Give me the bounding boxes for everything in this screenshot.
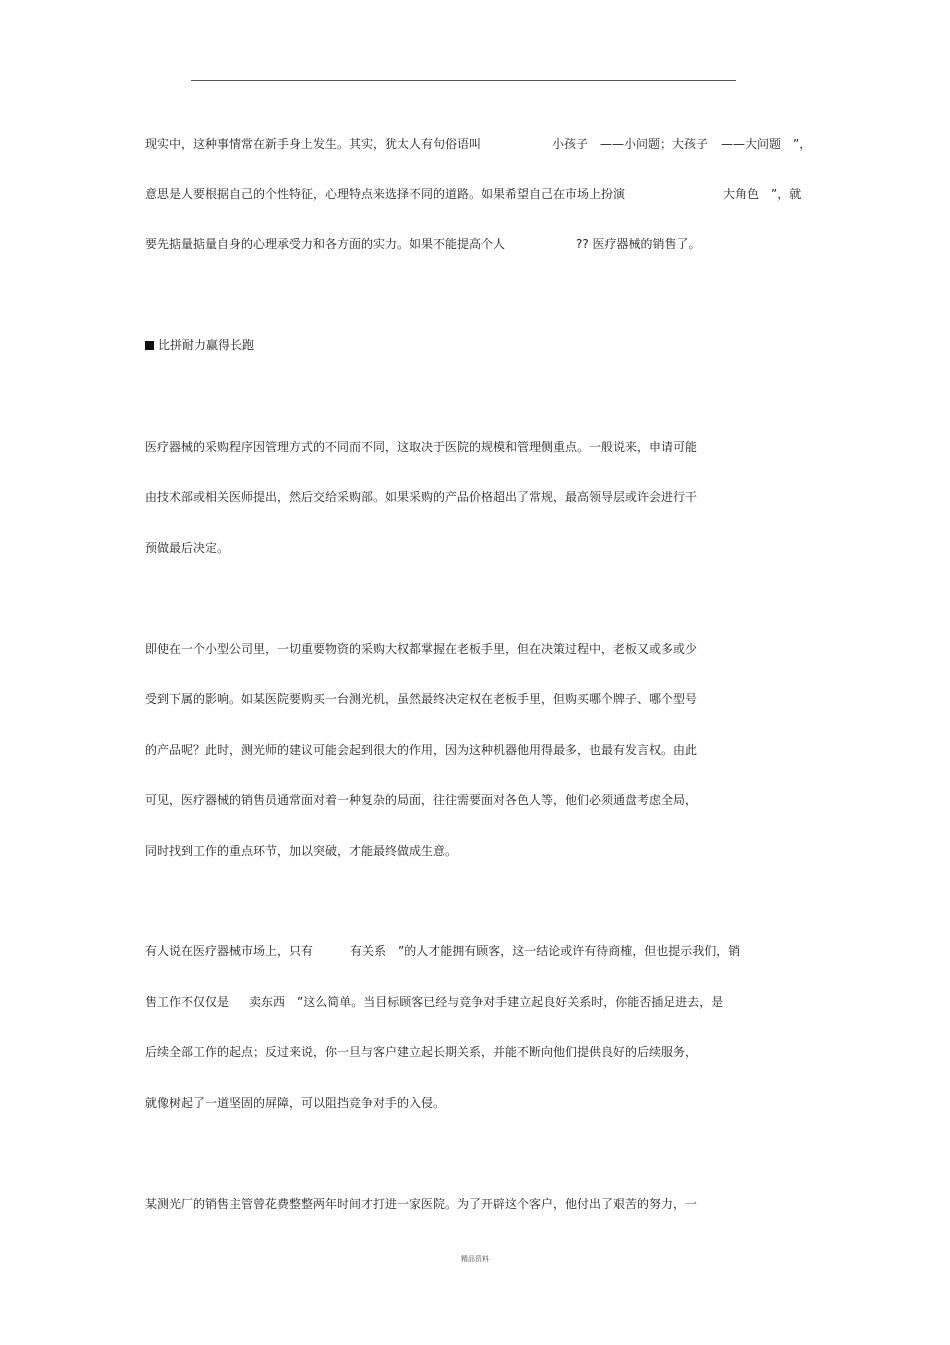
black-square-icon (145, 341, 154, 350)
p4-line2-a: 售工作不仅仅是 (145, 995, 230, 1009)
header-rule (191, 80, 736, 81)
p1-line3-a: 要先掂量掂量自身的心理承受力和各方面的实力。如果不能提高个人 (145, 237, 506, 251)
page-footer: 精品资料 (461, 1255, 489, 1263)
p1-line1-c: ——大问题 ”， (721, 137, 812, 151)
p2-line: 医疗器械的采购程序因管理方式的不同而不同，这取决于医院的规模和管理侧重点。一般说来，申请可能 (145, 440, 698, 454)
p5-line: 某测光厂的销售主管曾花费整整两年时间才打进一家医院。为了开辟这个客户，他付出了艰苦的努力，一 (145, 1197, 698, 1211)
section-heading-text: 比拼耐力赢得长跑 (158, 338, 255, 352)
p1-line1-b: 小孩子 ——小问题；大孩子 (552, 137, 709, 151)
p3-line: 的产品呢？此时，测光师的建议可能会起到很大的作用，因为这种机器他用得最多，也最有发言权。由此 (145, 743, 698, 757)
p3-line: 受到下属的影响。如某医院要购买一台测光机，虽然最终决定权在老板手里，但购买哪个牌子、哪个型号 (145, 692, 698, 706)
p4-line2-b: 卖东西 ”这么简单。当目标顾客已经与竞争对手建立起良好关系时，你能否插足进去，是 (249, 995, 724, 1009)
p4-line4: 就像树起了一道坚固的屏障，可以阻挡竞争对手的入侵。 (145, 1096, 446, 1110)
p1-line2-b: 大角色 ”，就 (723, 187, 802, 201)
p2-line: 预做最后决定。 (145, 541, 230, 555)
p2-line: 由技术部或相关医师提出，然后交给采购部。如果采购的产品价格超出了常规，最高领导层或许会进行干 (145, 490, 698, 504)
p1-line2-a: 意思是人要根据自己的个性特征，心理特点来选择不同的道路。如果希望自己在市场上扮演 (145, 187, 626, 201)
p4-line3: 后续全部工作的起点；反过来说，你一旦与客户建立起长期关系，并能不断向他们提供良好的后续服务， (145, 1045, 698, 1059)
p4-line1-a: 有人说在医疗器械市场上，只有 (145, 944, 314, 958)
p3-line: 同时找到工作的重点环节，加以突破，才能最终做成生意。 (145, 844, 458, 858)
section-heading (145, 337, 254, 353)
p1-line1-a: 现实中，这种事情常在新手身上发生。其实，犹太人有句俗语叫 (145, 137, 482, 151)
p4-line1-b: 有关系 ”的人才能拥有顾客，这一结论或许有待商榷，但也提示我们，销 (350, 944, 741, 958)
p1-line3-b: ?? 医疗器械的销售了。 (576, 237, 701, 251)
p3-line: 即使在一个小型公司里，一切重要物资的采购大权都掌握在老板手里，但在决策过程中，老板又或多或少 (145, 642, 698, 656)
p3-line: 可见，医疗器械的销售员通常面对着一种复杂的局面，往往需要面对各色人等，他们必须通盘考虑全局， (145, 793, 698, 807)
